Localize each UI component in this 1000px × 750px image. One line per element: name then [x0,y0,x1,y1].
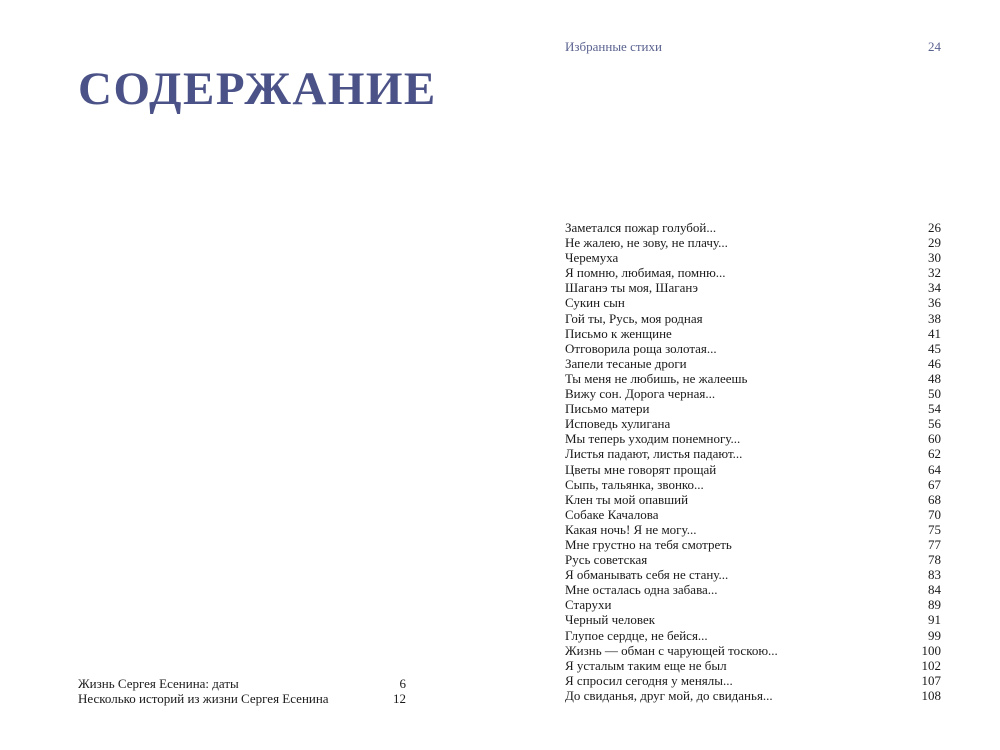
toc-entry-page: 84 [928,582,941,598]
toc-right-list [565,220,941,703]
toc-entry[interactable] [565,295,941,310]
toc-entry-title: Листья падают, листья падают... [565,446,743,462]
toc-entry-title: Сукин сын [565,295,625,311]
toc-entry-page: 102 [921,657,941,673]
toc-entry-page: 78 [928,552,941,568]
toc-entry-page: 99 [928,627,941,643]
toc-entry-page: 89 [928,597,941,613]
toc-entry-title: Глупое сердце, не бейся... [565,627,708,643]
toc-entry[interactable] [565,250,941,265]
toc-entry-page: 54 [928,401,941,417]
toc-entry-title: Мы теперь уходим понемногу... [565,431,741,447]
toc-entry[interactable] [565,507,941,522]
toc-entry-title: Клен ты мой опавший [565,491,689,507]
toc-entry[interactable] [565,416,941,431]
toc-entry[interactable] [565,658,941,673]
toc-entry-page: 107 [921,672,941,688]
toc-entry-title: Я помню, любимая, помню... [565,265,726,281]
toc-entry[interactable] [565,522,941,537]
toc-entry-title: До свиданья, друг мой, до свиданья... [565,687,773,703]
toc-entry-title: Запели тесаные дроги [565,355,687,371]
toc-entry-page: 6 [399,676,406,691]
toc-entry[interactable] [565,477,941,492]
toc-entry[interactable] [565,280,941,295]
toc-entry-page: 67 [928,476,941,492]
toc-entry[interactable] [565,356,941,371]
toc-entry[interactable] [78,676,406,691]
page-title: СОДЕРЖАНИЕ [78,63,437,116]
toc-entry[interactable] [565,220,941,235]
toc-entry-page: 34 [928,280,941,296]
toc-entry-page: 48 [928,370,941,386]
toc-entry[interactable] [565,446,941,461]
toc-entry[interactable] [565,628,941,643]
toc-entry-title: Цветы мне говорят прощай [565,461,717,477]
toc-entry-page: 46 [928,355,941,371]
toc-entry-page: 30 [928,250,941,266]
toc-entry-title: Письмо к женщине [565,325,672,341]
toc-entry[interactable] [565,311,941,326]
toc-entry-title: Я обманывать себя не стану... [565,567,729,583]
toc-entry-page: 100 [921,642,941,658]
toc-entry-page: 26 [928,220,941,235]
toc-entry-title: Мне осталась одна забава... [565,582,718,598]
toc-entry-page: 75 [928,521,941,537]
toc-entry[interactable] [565,612,941,627]
toc-entry[interactable] [565,401,941,416]
toc-entry-page: 50 [928,386,941,402]
toc-entry-title: Я спросил сегодня у менялы... [565,672,733,688]
section-header [565,39,941,55]
toc-entry[interactable] [565,386,941,401]
section-title: Избранные стихи [565,39,662,54]
toc-entry[interactable] [565,597,941,612]
toc-entry-page: 41 [928,325,941,341]
toc-entry-page: 68 [928,491,941,507]
toc-entry[interactable] [565,643,941,658]
toc-entry-page: 60 [928,431,941,447]
toc-entry-page: 45 [928,340,941,356]
toc-entry[interactable] [565,673,941,688]
toc-entry[interactable] [565,341,941,356]
toc-entry-title: Какая ночь! Я не могу... [565,521,697,537]
toc-entry-page: 108 [921,687,941,703]
toc-entry-page: 29 [928,235,941,251]
toc-entry[interactable] [565,688,941,703]
toc-entry-title: Письмо матери [565,401,650,417]
toc-entry[interactable] [565,326,941,341]
toc-entry-page: 36 [928,295,941,311]
toc-entry-title: Мне грустно на тебя смотреть [565,536,732,552]
toc-entry-title: Заметался пожар голубой... [565,220,717,235]
toc-entry-title: Черный человек [565,612,656,628]
toc-entry-page: 91 [928,612,941,628]
toc-entry-page: 83 [928,567,941,583]
toc-entry-title: Сыпь, тальянка, звонко... [565,476,704,492]
toc-entry-title: Исповедь хулигана [565,416,671,432]
toc-entry[interactable] [565,582,941,597]
toc-entry-page: 56 [928,416,941,432]
toc-entry[interactable] [565,235,941,250]
toc-entry[interactable] [565,537,941,552]
toc-entry-title: Не жалею, не зову, не плачу... [565,235,728,251]
toc-entry-title: Я усталым таким еще не был [565,657,727,673]
toc-entry-title: Шаганэ ты моя, Шаганэ [565,280,698,296]
toc-entry-page: 77 [928,536,941,552]
toc-entry-title: Несколько историй из жизни Сергея Есенина [78,691,329,707]
toc-entry[interactable] [565,492,941,507]
section-page-number: 24 [928,39,941,54]
toc-entry-title: Отговорила роща золотая... [565,340,717,356]
toc-entry-page: 32 [928,265,941,281]
toc-entry-page: 64 [928,461,941,477]
toc-entry[interactable] [565,371,941,386]
toc-entry-title: Жизнь — обман с чарующей тоскою... [565,642,778,658]
toc-entry-title: Русь советская [565,552,648,568]
toc-entry[interactable] [565,265,941,280]
toc-entry[interactable] [565,462,941,477]
toc-entry-title: Ты меня не любишь, не жалеешь [565,370,748,386]
toc-entry-page: 38 [928,310,941,326]
toc-entry[interactable] [565,431,941,446]
toc-entry-page: 70 [928,506,941,522]
toc-entry-title: Жизнь Сергея Есенина: даты [78,676,239,691]
toc-entry-title: Старухи [565,597,612,613]
toc-entry-title: Вижу сон. Дорога черная... [565,386,716,402]
toc-entry-page: 62 [928,446,941,462]
toc-left-list [78,676,406,706]
toc-entry-page: 12 [393,691,406,707]
toc-entry-title: Собаке Качалова [565,506,659,522]
toc-entry-title: Гой ты, Русь, моя родная [565,310,703,326]
toc-entry[interactable] [78,691,406,706]
toc-entry[interactable] [565,552,941,567]
toc-entry-title: Черемуха [565,250,619,266]
toc-entry[interactable] [565,567,941,582]
